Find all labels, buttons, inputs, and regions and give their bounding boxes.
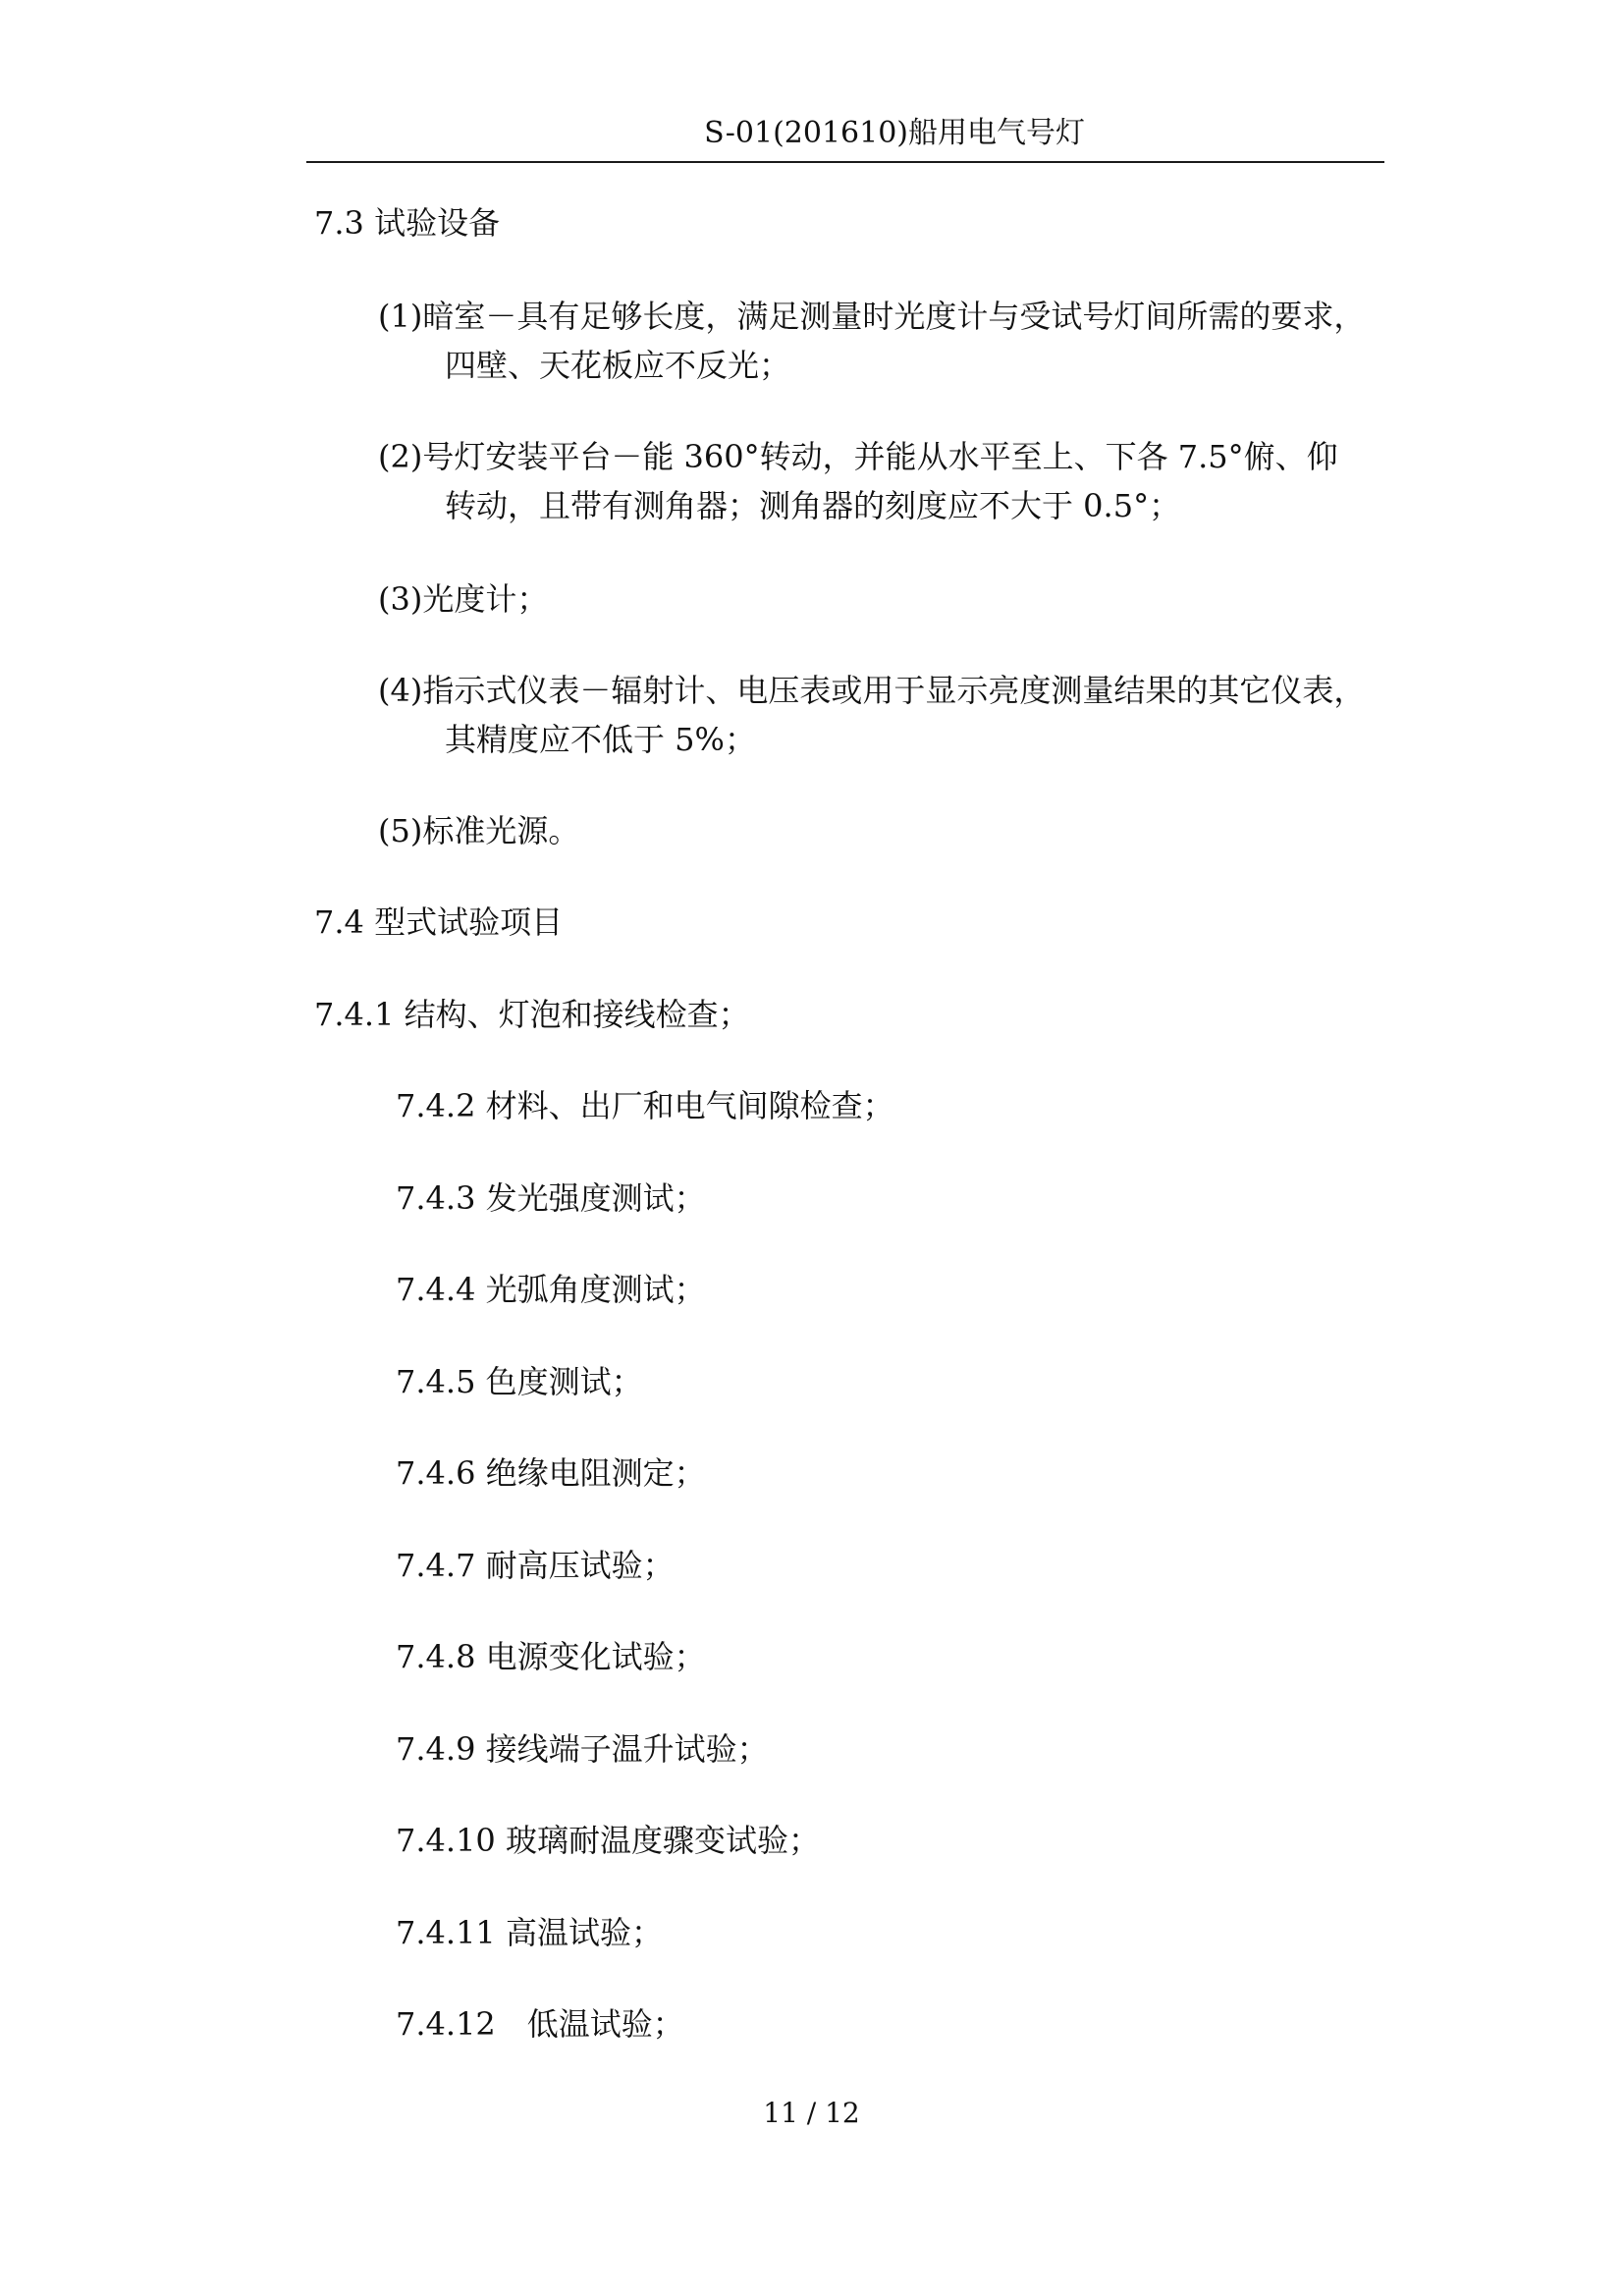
test-item: 7.4.9 接线端子温升试验； [396,1730,769,1768]
page-number: 11 / 12 [763,2097,860,2129]
equipment-item-2-line-1: (2)号灯安装平台－能 360°转动，并能从水平至上、下各 7.5°俯、仰 [378,438,1338,475]
test-item: 7.4.11 高温试验； [396,1914,663,1951]
equipment-item-2-line-2: 转动，且带有测角器；测角器的刻度应不大于 0.5°； [445,487,1181,524]
equipment-item-5: (5)标准光源。 [378,812,580,849]
test-item: 7.4.10 玻璃耐温度骤变试验； [396,1822,820,1859]
header-rule [306,161,1384,163]
equipment-item-4-line-1: (4)指示式仪表－辐射计、电压表或用于显示亮度测量结果的其它仪表， [378,672,1366,709]
equipment-item-4-line-2: 其精度应不低于 5%； [445,721,756,758]
test-item: 7.4.4 光弧角度测试； [396,1271,706,1308]
test-item: 7.4.12 低温试验； [396,2005,684,2043]
test-item: 7.4.3 发光强度测试； [396,1179,706,1217]
section-heading-7-4: 7.4 型式试验项目 [314,903,564,941]
test-item: 7.4.6 绝缘电阻测定； [396,1454,706,1492]
test-item: 7.4.2 材料、出厂和电气间隙检查； [396,1087,894,1124]
equipment-item-1-line-2: 四壁、天花板应不反光； [445,347,791,384]
test-item-7-4-1: 7.4.1 结构、灯泡和接线检查； [314,996,750,1033]
test-item: 7.4.7 耐高压试验； [396,1547,675,1584]
test-item: 7.4.5 色度测试； [396,1363,643,1400]
section-heading-7-3: 7.3 试验设备 [314,204,501,242]
test-item: 7.4.8 电源变化试验； [396,1638,706,1675]
equipment-item-1-line-1: (1)暗室－具有足够长度，满足测量时光度计与受试号灯间所需的要求， [378,298,1366,335]
header-title: S-01(201610)船用电气号灯 [704,116,1085,150]
page-header [306,110,1384,157]
equipment-item-3: (3)光度计； [378,580,549,618]
